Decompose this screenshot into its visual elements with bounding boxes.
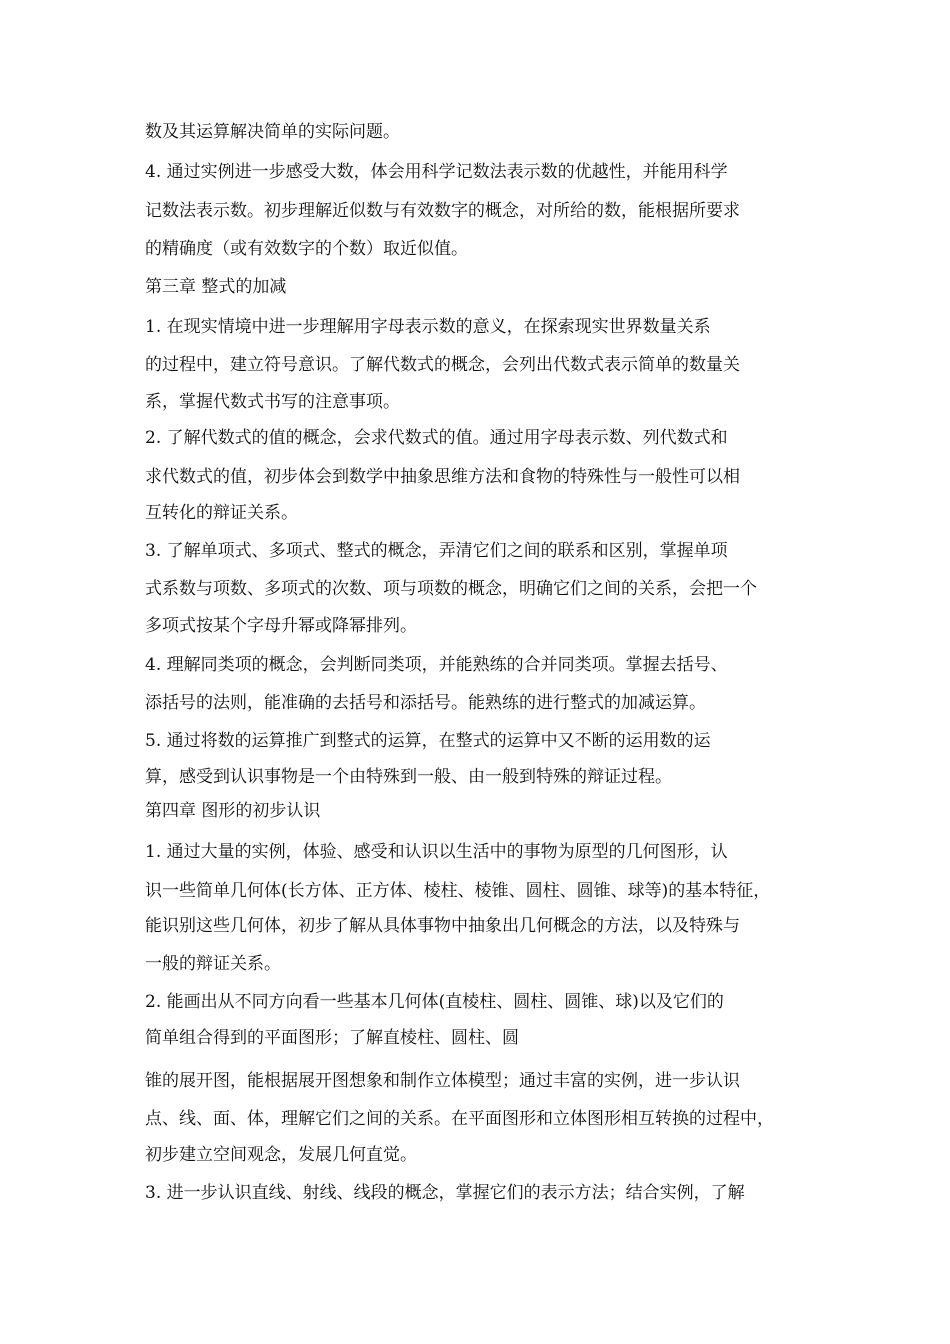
text-line: 初步建立空间观念，发展几何直觉。: [145, 1145, 417, 1165]
text-line: 1. 通过大量的实例，体验、感受和认识以生活中的事物为原型的几何图形，认: [145, 842, 728, 862]
text-line: 添括号的法则，能准确的去括号和添括号。能熟练的进行整式的加减运算。: [145, 693, 706, 713]
text-line: 式系数与项数、多项式的次数、项与项数的概念，明确它们之间的关系，会把一个: [145, 579, 757, 599]
text-line: 能识别这些几何体，初步了解从具体事物中抽象出几何概念的方法，以及特殊与: [145, 916, 740, 936]
chapter-heading: 第三章 整式的加减: [145, 277, 287, 297]
text-line: 点、线、面、体，理解它们之间的关系。在平面图形和立体图形相互转换的过程中，: [145, 1109, 774, 1129]
text-line: 2. 能画出从不同方向看一些基本几何体(直棱柱、圆柱、圆锥、球)以及它们的: [145, 992, 724, 1012]
text-line: 3. 进一步认识直线、射线、线段的概念，掌握它们的表示方法；结合实例，了解: [145, 1183, 745, 1203]
text-line: 算，感受到认识事物是一个由特殊到一般、由一般到特殊的辩证过程。: [145, 767, 672, 787]
text-line: 系，掌握代数式书写的注意事项。: [145, 392, 400, 412]
text-line: 的精确度（或有效数字的个数）取近似值。: [145, 239, 468, 259]
text-line: 锥的展开图，能根据展开图想象和制作立体模型；通过丰富的实例，进一步认识: [145, 1071, 740, 1091]
text-line: 5. 通过将数的运算推广到整式的运算，在整式的运算中又不断的运用数的运: [145, 731, 711, 751]
text-line: 一般的辩证关系。: [145, 954, 281, 974]
chapter-heading: 第四章 图形的初步认识: [145, 801, 321, 821]
text-line: 识一些简单几何体(长方体、正方体、棱柱、棱锥、圆柱、圆锥、球等)的基本特征，: [145, 881, 771, 901]
text-line: 互转化的辩证关系。: [145, 503, 298, 523]
text-line: 数及其运算解决简单的实际问题。: [145, 122, 400, 142]
text-line: 多项式按某个字母升幂或降幂排列。: [145, 616, 417, 636]
text-line: 1. 在现实情境中进一步理解用字母表示数的意义，在探索现实世界数量关系: [145, 317, 711, 337]
text-line: 记数法表示数。初步理解近似数与有效数字的概念，对所给的数，能根据所要求: [145, 201, 740, 221]
text-line: 4. 理解同类项的概念，会判断同类项，并能熟练的合并同类项。掌握去括号、: [145, 655, 728, 675]
text-line: 求代数式的值，初步体会到数学中抽象思维方法和食物的特殊性与一般性可以相: [145, 467, 740, 487]
text-line: 的过程中，建立符号意识。了解代数式的概念，会列出代数式表示简单的数量关: [145, 355, 740, 375]
text-line: 4. 通过实例进一步感受大数，体会用科学记数法表示数的优越性，并能用科学: [145, 162, 728, 182]
text-line: 2. 了解代数式的值的概念，会求代数式的值。通过用字母表示数、列代数式和: [145, 428, 728, 448]
text-line: 3. 了解单项式、多项式、整式的概念，弄清它们之间的联系和区别，掌握单项: [145, 541, 728, 561]
text-line: 简单组合得到的平面图形；了解直棱柱、圆柱、圆: [145, 1028, 519, 1048]
